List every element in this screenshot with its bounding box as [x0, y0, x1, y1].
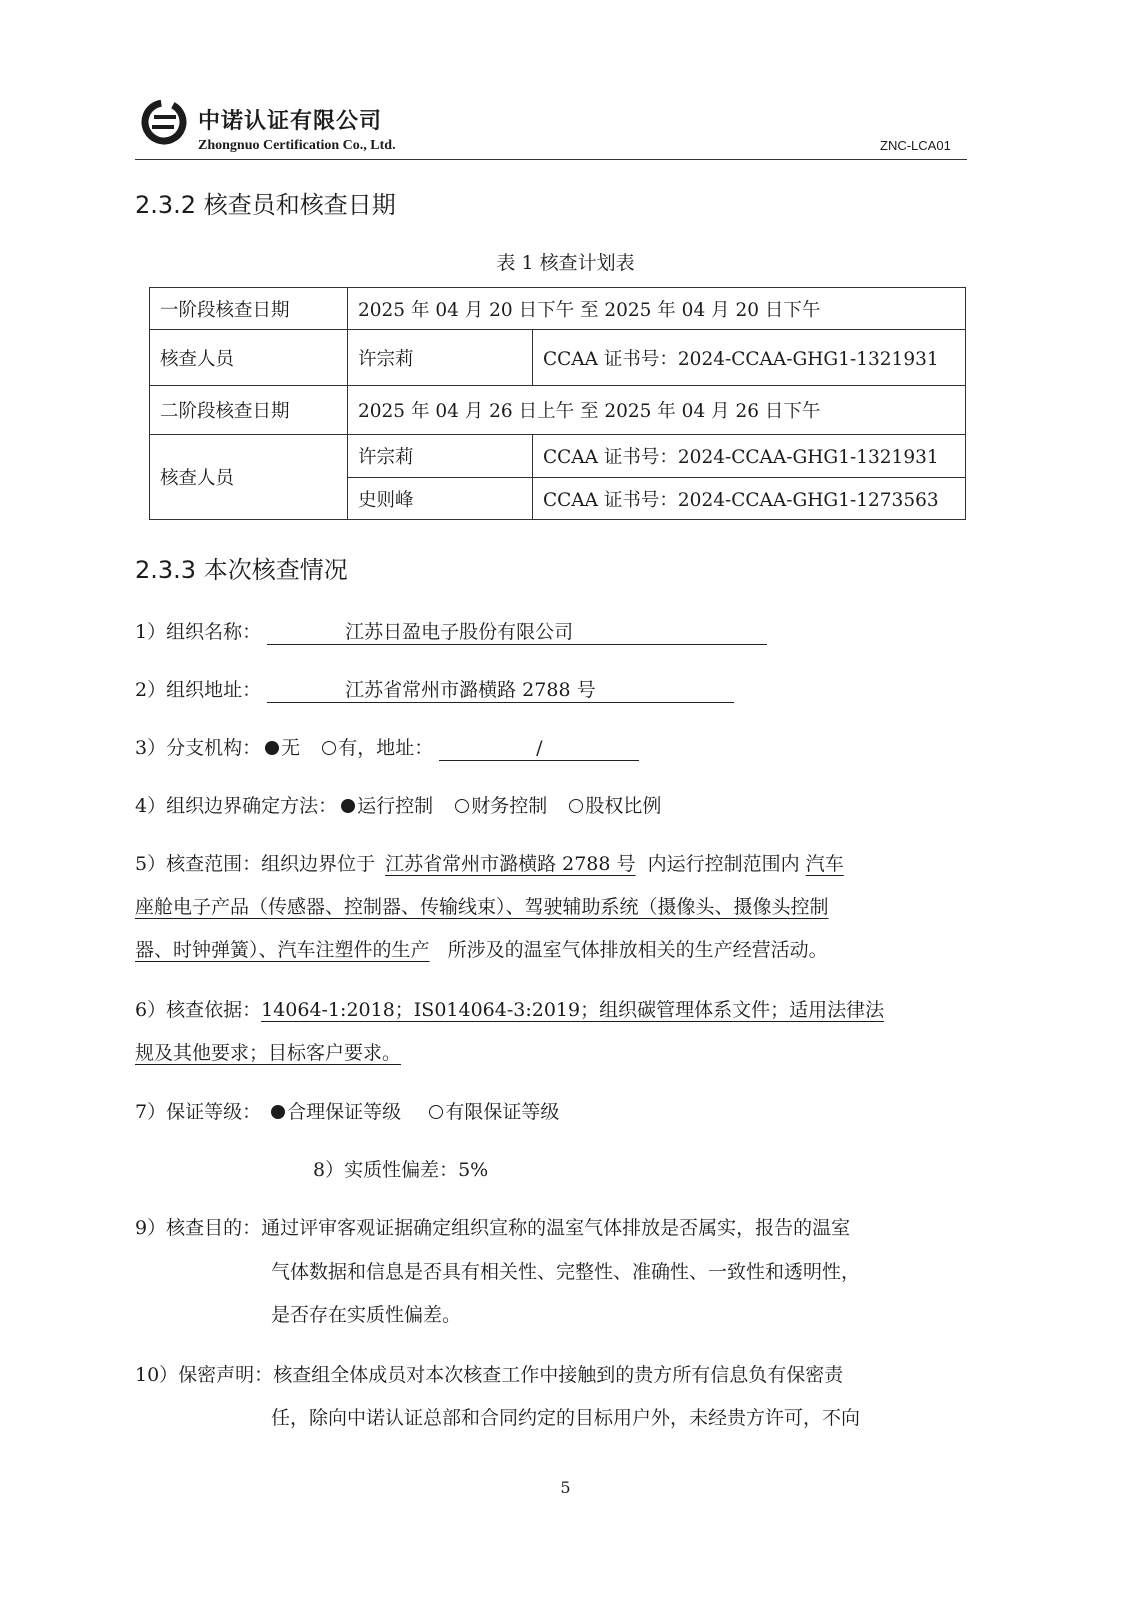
item6-label: 6）核查依据：	[135, 999, 262, 1021]
scope-products-c: 器、时钟弹簧）、汽车注塑件的生产	[135, 939, 430, 961]
item1-label: 1）组织名称：	[135, 621, 262, 643]
item-branch	[135, 736, 639, 761]
branch-option-has: 有，地址：	[338, 737, 434, 759]
stage2-staff-name-a: 许宗莉	[348, 435, 533, 478]
assurance-option-reasonable: 合理保证等级	[287, 1101, 402, 1123]
confidentiality-line-1: 核查组全体成员对本次核查工作中接触到的贵方所有信息负有保密责	[273, 1364, 844, 1386]
item-scope-line-2	[135, 895, 829, 919]
radio-selected-icon	[265, 741, 279, 755]
radio-unselected-icon	[322, 741, 336, 755]
branch-address-value: /	[439, 736, 639, 761]
scope-mid-text: 内运行控制范围内	[647, 853, 800, 875]
item-purpose-line-1	[135, 1216, 850, 1240]
section-heading-2-3-3: 2.3.3 本次核查情况	[135, 556, 348, 584]
stage1-staff-name: 许宗莉	[348, 330, 533, 386]
stage1-staff-cert: CCAA 证书号：2024-CCAA-GHG1-1321931	[533, 330, 966, 386]
item-confidentiality-line-1	[135, 1363, 843, 1387]
zhongnuo-logo-icon	[140, 98, 188, 146]
basis-value-a: 14064-1:2018；IS014064-3:2019；组织碳管理体系文件；适用法律法	[261, 999, 885, 1021]
scope-tail-text: 所涉及的温室气体排放相关的生产经营活动。	[447, 939, 828, 961]
stage1-date-value: 2025 年 04 月 20 日下午 至 2025 年 04 月 20 日下午	[348, 288, 966, 330]
table-row	[150, 435, 966, 478]
scope-location-value: 江苏省常州市潞横路 2788 号	[385, 853, 636, 875]
boundary-option-operational: 运行控制	[357, 795, 434, 817]
branch-option-none: 无	[281, 737, 301, 759]
item-organization-address	[135, 678, 734, 703]
stage1-date-label: 一阶段核查日期	[150, 288, 348, 330]
inspection-plan-table	[149, 287, 966, 520]
company-name-en: Zhongnuo Certification Co., Ltd.	[198, 138, 396, 153]
assurance-option-limited: 有限保证等级	[445, 1101, 560, 1123]
item4-label: 4）组织边界确定方法：	[135, 795, 338, 817]
company-name-cn: 中诺认证有限公司	[198, 109, 383, 134]
item-scope-line-1	[135, 852, 970, 876]
table-row	[150, 386, 966, 435]
radio-selected-icon	[341, 799, 355, 813]
item-basis-line-1	[135, 998, 884, 1022]
header-divider	[135, 159, 967, 160]
stage2-staff-cert-b: CCAA 证书号：2024-CCAA-GHG1-1273563	[533, 478, 966, 520]
item-boundary-method	[135, 794, 661, 818]
scope-products-b: 座舱电子产品（传感器、控制器、传输线束）、驾驶辅助系统（摄像头、摄像头控制	[135, 896, 829, 918]
radio-unselected-icon	[455, 799, 469, 813]
item-assurance-level	[135, 1100, 559, 1124]
item-materiality: 8）实质性偏差：5%	[313, 1159, 489, 1181]
item7-label: 7）保证等级：	[135, 1101, 262, 1123]
section-heading-2-3-2: 2.3.2 核查员和核查日期	[135, 191, 396, 219]
stage2-staff-label: 核查人员	[150, 435, 348, 520]
stage2-staff-name-b: 史则峰	[348, 478, 533, 520]
stage2-staff-cert-a: CCAA 证书号：2024-CCAA-GHG1-1321931	[533, 435, 966, 478]
table-row	[150, 330, 966, 386]
item9-label: 9）核查目的：	[135, 1217, 262, 1239]
item5-label: 5）核查范围：组织边界位于	[135, 853, 376, 875]
item10-label: 10）保密声明：	[135, 1364, 274, 1386]
scope-products-a: 汽车	[805, 853, 844, 875]
purpose-line-1: 通过评审客观证据确定组织宣称的温室气体排放是否属实，报告的温室	[261, 1217, 851, 1239]
item3-label: 3）分支机构：	[135, 737, 262, 759]
organization-name-value: 江苏日盈电子股份有限公司	[267, 620, 767, 645]
stage2-date-value: 2025 年 04 月 26 日上午 至 2025 年 04 月 26 日下午	[348, 386, 966, 435]
boundary-option-equity: 股权比例	[585, 795, 662, 817]
organization-address-value: 江苏省常州市潞横路 2788 号	[267, 678, 734, 703]
item-basis-line-2	[135, 1041, 401, 1065]
radio-selected-icon	[271, 1105, 285, 1119]
purpose-line-3: 是否存在实质性偏差。	[271, 1304, 462, 1326]
basis-value-b: 规及其他要求；目标客户要求。	[135, 1042, 402, 1064]
page-number: 5	[560, 1478, 571, 1497]
item-organization-name	[135, 620, 767, 645]
table-caption: 表 1 核查计划表	[496, 252, 635, 274]
boundary-option-financial: 财务控制	[471, 795, 548, 817]
confidentiality-line-2: 任，除向中诺认证总部和合同约定的目标用户外，未经贵方许可，不向	[271, 1407, 861, 1429]
radio-unselected-icon	[429, 1105, 443, 1119]
stage1-staff-label: 核查人员	[150, 330, 348, 386]
radio-unselected-icon	[569, 799, 583, 813]
stage2-date-label: 二阶段核查日期	[150, 386, 348, 435]
item2-label: 2）组织地址：	[135, 679, 262, 701]
document-code: ZNC-LCA01	[880, 138, 951, 153]
table-row	[150, 288, 966, 330]
purpose-line-2: 气体数据和信息是否具有相关性、完整性、准确性、一致性和透明性，	[271, 1261, 861, 1283]
item-scope-line-3	[135, 938, 828, 962]
